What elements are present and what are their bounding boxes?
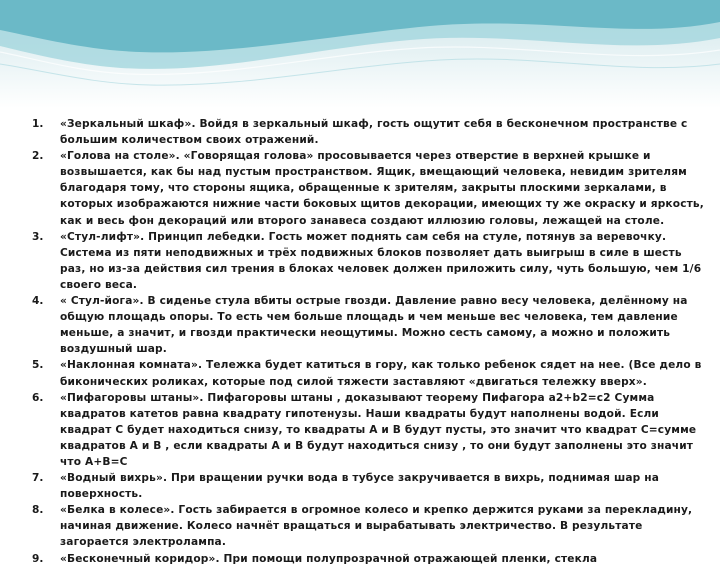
item-number: 1. [32,118,44,130]
list-item [32,116,704,148]
item-number: 6. [32,391,44,404]
item-number: 5. [32,359,44,372]
item-number: 3. [32,230,44,243]
list-item [32,293,704,357]
list-item [32,551,704,567]
item-text: «Белка в колесе». Гость забирается в огромное колесо и крепко держится руками за перекладину, начиная движение. Колесо начнёт вращаться и вырабатывать электричество. В результате загорается электролампа. [60,504,693,549]
item-number: 7. [32,472,44,485]
wave-decoration [0,0,720,108]
item-text: «Бесконечный коридор». При помощи полупрозрачной отражающей пленки, стекла [60,552,598,565]
list-item [32,357,704,389]
list-item [32,390,704,470]
item-text: «Пифагоровы штаны». Пифагоровы штаны , доказывают теорему Пифагора а2+b2=c2 Сумма квадратов катетов равна квадрату гипотенузы. Наши квадраты будут наполнены водой. Если квадрат С будет находиться снизу, то квадраты А и В будут пусты, это значит что квадрат С=сумме квадратов А и В , если квадраты А и В будут находиться снизу , то они будут заполнены это значит что А+В=С [60,391,697,468]
item-text: «Стул-лифт». Принцип лебедки. Гость может поднять сам себя на стуле, потянув за веревочку. Система из пяти неподвижных и трёх подвижных блоков позволяет дать выигрыш в силе в шесть раз, но из-за действия сил трения в блоках человек должен приложить силу, чуть большую, чем 1/6 своего веса. [60,230,702,291]
header-wave-banner [0,0,720,108]
item-text: « Стул-йога». В сиденье стула вбиты острые гвозди. Давление равно весу человека, делённому на общую площадь опоры. То есть чем больше площадь и чем меньше вес человека, тем давление меньше, а значит, и гвозди практически неощутимы. Можно сесть самому, а можно и положить воздушный шар. [60,295,688,356]
item-text: «Голова на столе». «Говорящая голова» просовывается через отверстие в верхней крышке и возвышается, как бы над пустым пространством. Ящик, вмещающий человека, невидим зрителям благодаря тому, что стороны ящика, обращенные к зрителям, закрыты плоскими зеркалами, в которых изображаются нижние части боковых щитов декорации, имеющих ту же окраску и яркость, как и весь фон декораций или второго занавеса создают иллюзию головы, лежащей на столе. [60,150,704,227]
item-number: 8. [32,504,44,517]
list-item [32,470,704,502]
exhibits-list [32,116,704,567]
item-number: 9. [32,552,44,565]
item-number: 2. [32,150,44,163]
list-item [32,502,704,550]
list-item [32,148,704,228]
item-text: «Зеркальный шкаф». Войдя в зеркальный шкаф, гость ощутит себя в бесконечном пространстве с большим количеством своих отражений. [60,118,688,147]
item-text: «Наклонная комната». Тележка будет катиться в гору, как только ребенок сядет на нее. (Все дело в биконических роликах, которые под силой тяжести заставляют «двигаться тележку вверх». [60,359,702,388]
item-number: 4. [32,295,44,308]
list-item [32,229,704,293]
item-text: «Водный вихрь». При вращении ручки вода в тубусе закручивается в вихрь, поднимая шар на поверхность. [60,472,659,501]
